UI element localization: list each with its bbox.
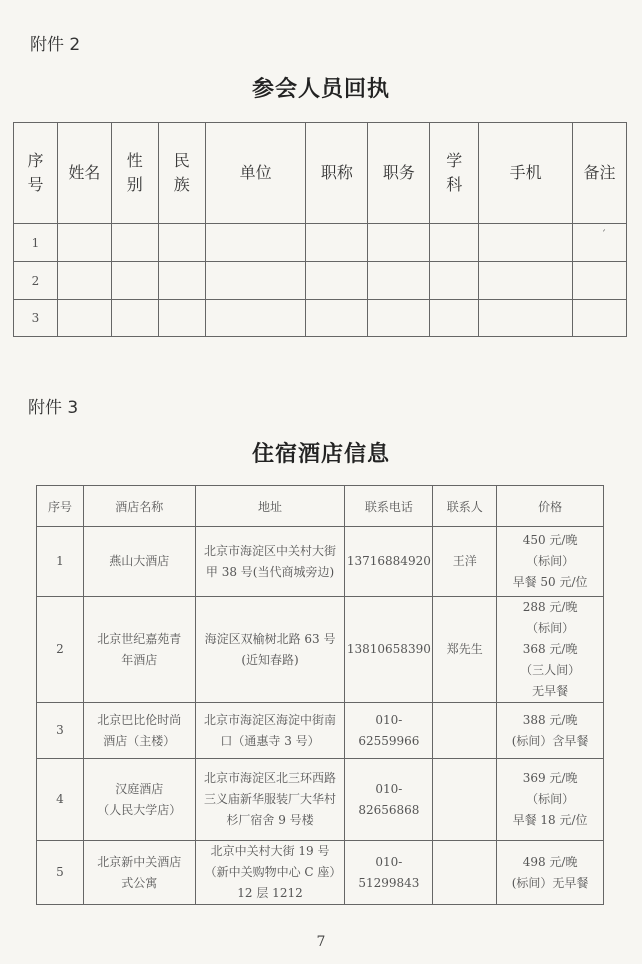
header-cell: 手机	[479, 123, 573, 224]
header-cell: 序号	[37, 486, 84, 527]
table-header-row	[14, 123, 627, 224]
hotel-number: 5	[37, 841, 84, 905]
hotel-phone: 010-51299843	[345, 841, 433, 905]
table-row	[14, 300, 627, 337]
hotel-name: 汉庭酒店 （人民大学店）	[83, 759, 195, 841]
table-row	[37, 597, 604, 703]
row-number: 3	[14, 300, 58, 337]
hotel-name: 北京世纪嘉苑青年酒店	[83, 597, 195, 703]
attendee-receipt-table	[13, 122, 627, 337]
remark-cell	[573, 224, 627, 262]
hotel-phone: 010-82656868	[345, 759, 433, 841]
hotel-address: 海淀区双榆树北路 63 号(近知春路)	[195, 597, 345, 703]
hotel-price: 388 元/晚 (标间）含早餐	[497, 703, 604, 759]
hotel-contact: 王洋	[433, 527, 497, 597]
hotel-contact	[433, 841, 497, 905]
table-row	[14, 224, 627, 262]
table-row	[37, 759, 604, 841]
table-row	[14, 262, 627, 300]
hotel-address: 北京中关村大街 19 号（新中关购物中心 C 座）12 层 1212	[195, 841, 345, 905]
hotel-phone: 010-62559966	[345, 703, 433, 759]
hotel-name: 北京巴比伦时尚酒店（主楼）	[83, 703, 195, 759]
annex3-title: 住宿酒店信息	[251, 441, 390, 467]
header-cell: 姓名	[57, 123, 111, 224]
hotel-phone: 13716884920	[345, 527, 433, 597]
hotel-price: 288 元/晚 （标间） 368 元/晚 （三人间） 无早餐	[497, 597, 604, 703]
header-cell: 联系人	[433, 486, 497, 527]
row-number: 2	[14, 262, 58, 300]
hotel-info-table	[36, 485, 604, 905]
hotel-price: 450 元/晚 （标间） 早餐 50 元/位	[497, 527, 604, 597]
header-cell: 职称	[306, 123, 368, 224]
header-cell: 序 号	[14, 123, 58, 224]
hotel-name: 北京新中关酒店式公寓	[83, 841, 195, 905]
page-number: 7	[316, 934, 326, 950]
hotel-number: 3	[37, 703, 84, 759]
table-row	[37, 841, 604, 905]
header-cell: 酒店名称	[83, 486, 195, 527]
hotel-address: 北京市海淀区中关村大街甲 38 号(当代商城旁边)	[195, 527, 345, 597]
table-header-row	[37, 486, 604, 527]
hotel-price: 498 元/晚 (标间）无早餐	[497, 841, 604, 905]
header-cell: 单位	[205, 123, 306, 224]
table-row	[37, 703, 604, 759]
hotel-phone: 13810658390	[345, 597, 433, 703]
annex3-label: 附件 3	[28, 398, 79, 418]
hotel-contact	[433, 703, 497, 759]
header-cell: 地址	[195, 486, 345, 527]
hotel-number: 2	[37, 597, 84, 703]
annex2-title: 参会人员回执	[251, 76, 390, 102]
hotel-price: 369 元/晚 （标间） 早餐 18 元/位	[497, 759, 604, 841]
header-cell: 价格	[497, 486, 604, 527]
hotel-name: 燕山大酒店	[83, 527, 195, 597]
header-cell: 备注	[573, 123, 627, 224]
hotel-contact: 郑先生	[433, 597, 497, 703]
hotel-number: 4	[37, 759, 84, 841]
header-cell: 职务	[368, 123, 430, 224]
pen-mark: ˊ	[601, 230, 606, 241]
row-number: 1	[14, 224, 58, 262]
annex2-label: 附件 2	[30, 35, 81, 55]
header-cell: 民 族	[158, 123, 205, 224]
table-row	[37, 527, 604, 597]
hotel-address: 北京市海淀区北三环西路三义庙新华服装厂大华村杉厂宿舍 9 号楼	[195, 759, 345, 841]
header-cell: 学 科	[430, 123, 479, 224]
header-cell: 性 别	[111, 123, 158, 224]
header-cell: 联系电话	[345, 486, 433, 527]
hotel-address: 北京市海淀区海淀中街南口（通惠寺 3 号）	[195, 703, 345, 759]
hotel-contact	[433, 759, 497, 841]
hotel-number: 1	[37, 527, 84, 597]
